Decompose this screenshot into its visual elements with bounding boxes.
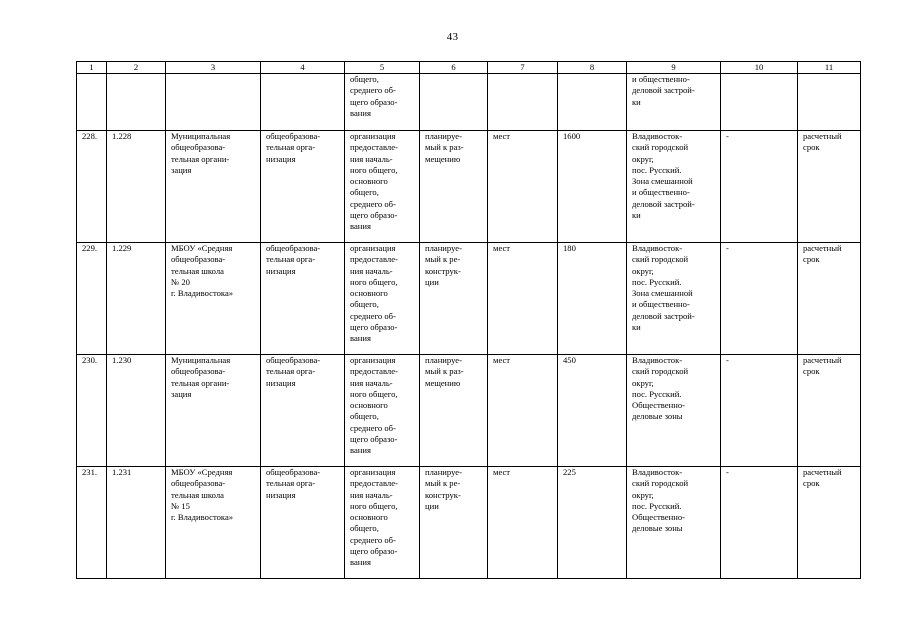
cell-col10: - [721,243,798,355]
cell-purpose: организация предоставле- ния началь- ного общего, основного общего, среднего об- щего образо- вания [345,131,420,243]
cell-row-number: 230. [77,355,107,467]
data-table [76,61,861,579]
cell-code [107,74,166,131]
cell-row-number: 231. [77,467,107,579]
cell-location: Владивосток- ский городской округ, пос. Русский. Общественно- деловые зоны [627,467,721,579]
cell-location: и общественно- деловой застрой- ки [627,74,721,131]
cell-type: общеобразова- тельная орга- низация [261,355,345,467]
cell-type: общеобразова- тельная орга- низация [261,243,345,355]
cell-unit: мест [488,243,558,355]
header-cell-3: 3 [166,62,261,74]
cell-unit [488,74,558,131]
header-cell-2: 2 [107,62,166,74]
cell-name: Муниципальная общеобразова- тельная органи- зация [166,131,261,243]
table-row [77,243,861,355]
cell-unit: мест [488,467,558,579]
cell-location: Владивосток- ский городской округ, пос. Русский. Зона смешанной и общественно- деловой застрой- ки [627,243,721,355]
cell-col10: - [721,131,798,243]
header-cell-6: 6 [420,62,488,74]
cell-status: планируе- мый к раз- мещению [420,355,488,467]
table-row [77,355,861,467]
cell-capacity: 1600 [558,131,627,243]
cell-unit: мест [488,131,558,243]
cell-unit: мест [488,355,558,467]
cell-name: МБОУ «Средняя общеобразова- тельная школа № 15 г. Владивостока» [166,467,261,579]
cell-name [166,74,261,131]
cell-purpose: организация предоставле- ния началь- ного общего, основного общего, среднего об- щего образо- вания [345,467,420,579]
cell-purpose: организация предоставле- ния началь- ного общего, основного общего, среднего об- щего образо- вания [345,243,420,355]
table-row-continuation [77,74,861,131]
cell-type: общеобразова- тельная орга- низация [261,131,345,243]
cell-capacity: 450 [558,355,627,467]
cell-term: расчетный срок [798,243,861,355]
cell-capacity [558,74,627,131]
header-cell-8: 8 [558,62,627,74]
cell-status: планируе- мый к ре- конструк- ции [420,467,488,579]
header-cell-9: 9 [627,62,721,74]
cell-capacity: 225 [558,467,627,579]
header-cell-7: 7 [488,62,558,74]
cell-code: 1.231 [107,467,166,579]
cell-status: планируе- мый к ре- конструк- ции [420,243,488,355]
cell-col10: - [721,467,798,579]
header-cell-10: 10 [721,62,798,74]
cell-row-number [77,74,107,131]
header-cell-1: 1 [77,62,107,74]
cell-status: планируе- мый к раз- мещению [420,131,488,243]
cell-term [798,74,861,131]
cell-purpose: общего, среднего об- щего образо- вания [345,74,420,131]
header-cell-11: 11 [798,62,861,74]
table-row [77,467,861,579]
cell-code: 1.229 [107,243,166,355]
cell-capacity: 180 [558,243,627,355]
header-row [77,62,861,74]
cell-term: расчетный срок [798,467,861,579]
cell-code: 1.228 [107,131,166,243]
table-row [77,131,861,243]
cell-code: 1.230 [107,355,166,467]
cell-term: расчетный срок [798,355,861,467]
cell-status [420,74,488,131]
header-cell-4: 4 [261,62,345,74]
page-number: 43 [446,31,459,43]
cell-type [261,74,345,131]
cell-row-number: 229. [77,243,107,355]
cell-type: общеобразова- тельная орга- низация [261,467,345,579]
cell-location: Владивосток- ский городской округ, пос. Русский. Общественно- деловые зоны [627,355,721,467]
header-cell-5: 5 [345,62,420,74]
cell-col10 [721,74,798,131]
cell-purpose: организация предоставле- ния началь- ного общего, основного общего, среднего об- щего образо- вания [345,355,420,467]
cell-row-number: 228. [77,131,107,243]
cell-col10: - [721,355,798,467]
cell-name: Муниципальная общеобразова- тельная органи- зация [166,355,261,467]
cell-name: МБОУ «Средняя общеобразова- тельная школа № 20 г. Владивостока» [166,243,261,355]
cell-term: расчетный срок [798,131,861,243]
cell-location: Владивосток- ский городской округ, пос. Русский. Зона смешанной и общественно- деловой застрой- ки [627,131,721,243]
